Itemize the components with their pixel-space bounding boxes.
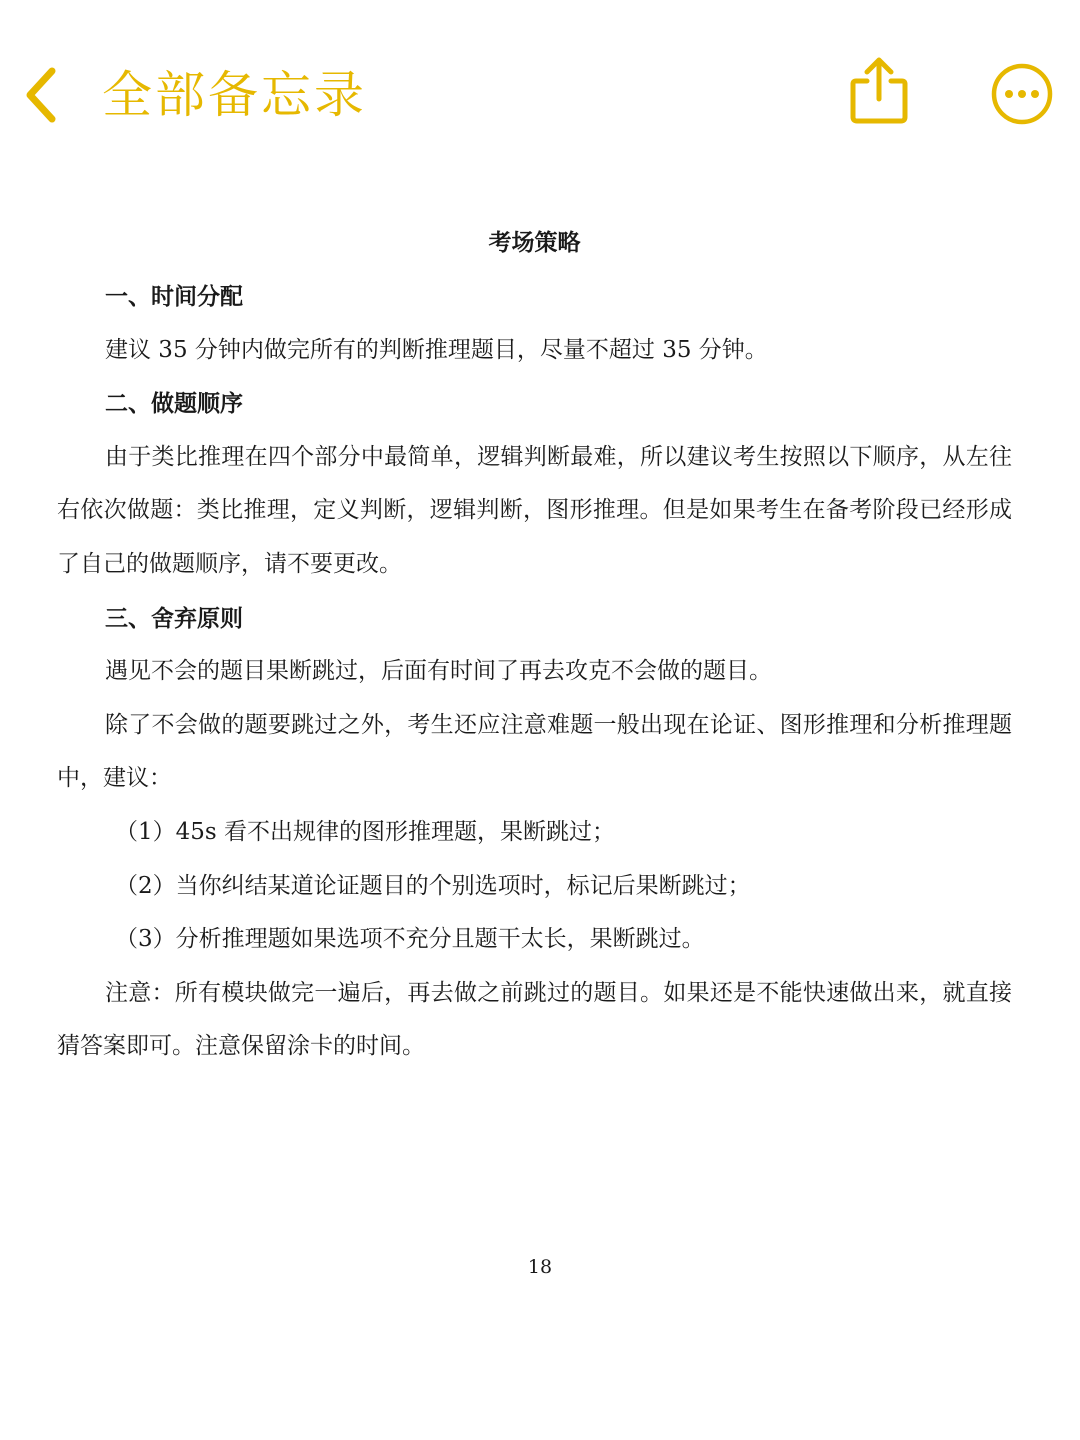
section-heading-time: 一、时间分配 <box>105 283 243 310</box>
back-button[interactable] <box>22 60 367 130</box>
document-title: 考场策略 <box>488 229 581 256</box>
chevron-left-icon <box>22 65 58 125</box>
more-icon <box>990 62 1054 126</box>
section-text-time: 建议 35 分钟内做完所有的判断推理题目，尽量不超过 35 分钟。 <box>105 336 768 363</box>
section-heading-order: 二、做题顺序 <box>105 390 243 418</box>
section-heading-skip: 三、舍弃原则 <box>105 604 243 632</box>
more-button[interactable] <box>990 62 1054 126</box>
section-text-skip-1: 遇见不会的题目果断跳过，后面有时间了再去攻克不会做的题目。 <box>105 658 772 685</box>
section-text-order: 由于类比推理在四个部分中最简单，逻辑判断最难，所以建议考生按照以下顺序，从左往右依次做题：类比推理，定义判断，逻辑判断，图形推理。但是如果考生在备考阶段已经形成了自己的做题顺序，请不要更改。 <box>57 443 1012 577</box>
document-page <box>57 216 1012 1074</box>
page-number: 18 <box>527 1256 553 1278</box>
section-text-skip-2: 除了不会做的题要跳过之外，考生还应注意难题一般出现在论证、图形推理和分析推理题中，建议： <box>57 711 1012 792</box>
share-icon <box>848 55 910 127</box>
share-button[interactable] <box>848 55 910 127</box>
back-label: 全部备忘录 <box>102 66 367 124</box>
list-item: （1）45s 看不出规律的图形推理题，果断跳过； <box>115 818 616 845</box>
list-item: （2）当你纠结某道论证题目的个别选项时，标记后果断跳过； <box>115 872 751 899</box>
note-text: 注意：所有模块做完一遍后，再去做之前跳过的题目。如果还是不能快速做出来，就直接猜答案即可。注意保留涂卡的时间。 <box>57 979 1012 1060</box>
navigation-bar <box>0 0 1080 190</box>
list-item: （3）分析推理题如果选项不充分且题干太长，果断跳过。 <box>115 926 705 953</box>
